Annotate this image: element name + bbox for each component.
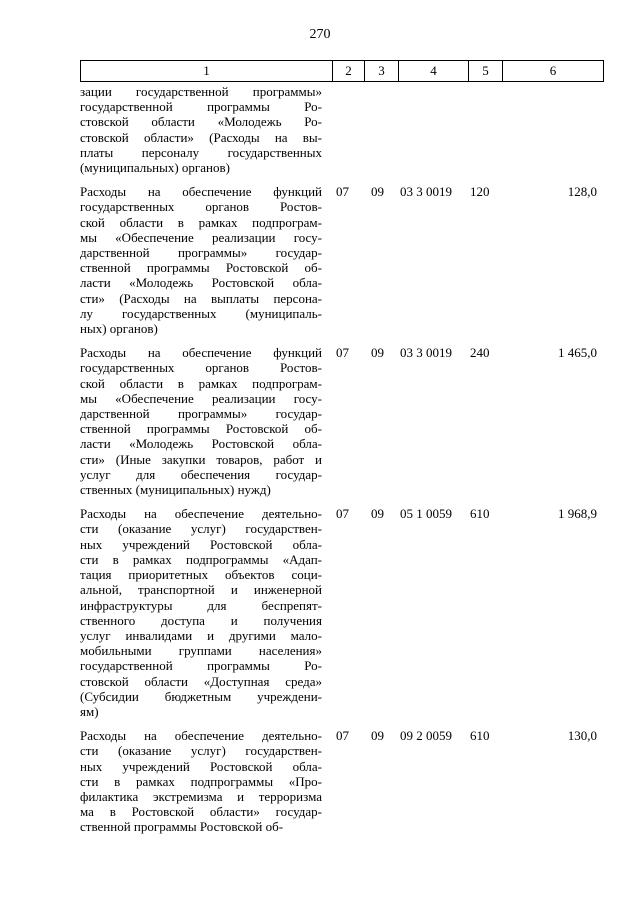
column-header-3: 3 (365, 61, 399, 82)
description-line: (Субсидии бюджетным учреждени- (80, 688, 322, 704)
description-line: услуг для обеспечения государ- (80, 466, 322, 482)
row-c2-cell: 07 (336, 345, 349, 361)
description-line: услуг инвалидами и другими мало- (80, 627, 322, 643)
description-line: сти» (Иные закупки товаров, работ и (80, 451, 322, 467)
description-line: ных) органов) (80, 321, 158, 337)
description-line: государственной программы Ро- (80, 658, 322, 674)
description-line: ма в Ростовской области» государ- (80, 804, 322, 820)
row-c4-cell: 03 3 0019 (400, 345, 452, 361)
row-c5-cell: 120 (470, 184, 490, 200)
table-row (80, 345, 603, 497)
row-c2-cell: 07 (336, 506, 349, 522)
row-c3-cell: 09 (371, 728, 384, 744)
description-line: сти в рамках подпрограммы «Адап- (80, 551, 322, 567)
column-header-1: 1 (81, 61, 333, 82)
table-row (80, 506, 603, 719)
description-line: ласти «Молодежь Ростовской обла- (80, 275, 322, 291)
description-line: инфраструктуры для беспрепят- (80, 597, 322, 613)
column-header-4: 4 (399, 61, 469, 82)
description-line: альной, транспортной и инженерной (80, 582, 322, 598)
description-line: сти в рамках подпрограммы «Про- (80, 773, 322, 789)
description-line: ных учреждений Ростовской обла- (80, 536, 322, 552)
row-c4-cell: 05 1 0059 (400, 506, 452, 522)
description-line: тация приоритетных объектов соци- (80, 567, 322, 583)
description-line: дарственной программы» государ- (80, 245, 322, 261)
description-line: ласти «Молодежь Ростовской обла- (80, 436, 322, 452)
row-c3-cell: 09 (371, 184, 384, 200)
description-line: Расходы на обеспечение функций (80, 184, 322, 200)
description-line: платы персоналу государственных (80, 144, 322, 160)
description-line: ственной программы Ростовской об- (80, 819, 284, 835)
row-description (80, 506, 322, 719)
table-row (80, 728, 603, 834)
description-line: дарственной программы» государ- (80, 406, 322, 422)
description-line: стовской области «Доступная среда» (80, 673, 322, 689)
description-line: лу государственных (муниципаль- (80, 305, 322, 321)
row-c6-cell: 1 968,9 (558, 506, 597, 522)
description-line: Расходы на обеспечение функций (80, 345, 322, 361)
description-line: стовской области «Молодежь Ро- (80, 114, 322, 130)
description-line: Расходы на обеспечение деятельно- (80, 506, 322, 522)
table-row (80, 184, 603, 336)
table-body (80, 84, 603, 835)
row-c5-cell: 610 (470, 728, 490, 744)
description-line: ственного доступа и получения (80, 612, 322, 628)
description-line: стовской области» (Расходы на вы- (80, 129, 322, 145)
row-description (80, 728, 322, 834)
row-c4-cell: 03 3 0019 (400, 184, 452, 200)
row-c5-cell: 240 (470, 345, 490, 361)
description-line: зации государственной программы» (80, 84, 322, 99)
description-line: сти» (Расходы на выплаты персона- (80, 290, 322, 306)
column-header-5: 5 (469, 61, 503, 82)
description-line: сти (оказание услуг) государствен- (80, 521, 322, 537)
description-line: мы «Обеспечение реализации госу- (80, 390, 322, 406)
description-line: государственных органов Ростов- (80, 199, 322, 215)
row-description (80, 345, 322, 497)
description-line: ственной программы Ростовской об- (80, 421, 322, 437)
row-c5-cell: 610 (470, 506, 490, 522)
row-c6-cell: 130,0 (567, 728, 597, 744)
description-line: филактика экстремизма и терроризма (80, 788, 322, 804)
description-line: ям) (80, 703, 99, 719)
row-c6-cell: 128,0 (567, 184, 597, 200)
row-c2-cell: 07 (336, 728, 349, 744)
row-description (80, 184, 322, 336)
column-header-6: 6 (503, 61, 604, 82)
description-line: ской области в рамках подпрограм- (80, 214, 322, 230)
description-line: ных учреждений Ростовской обла- (80, 758, 322, 774)
description-line: ской области в рамках подпрограм- (80, 375, 322, 391)
row-c4-cell: 09 2 0059 (400, 728, 452, 744)
description-line: ственных (муниципальных) нужд) (80, 482, 271, 498)
description-line: мобильными группами населения» (80, 643, 322, 659)
description-line: государственной программы Ро- (80, 99, 322, 115)
description-line: ственной программы Ростовской об- (80, 260, 322, 276)
description-line: Расходы на обеспечение деятельно- (80, 728, 322, 744)
row-c2-cell: 07 (336, 184, 349, 200)
column-header-2: 2 (333, 61, 365, 82)
table-row (80, 84, 603, 175)
page-number: 270 (309, 27, 331, 42)
description-line: (муниципальных) органов) (80, 160, 230, 176)
description-line: сти (оказание услуг) государствен- (80, 743, 322, 759)
column-header-row (80, 60, 604, 82)
row-c3-cell: 09 (371, 345, 384, 361)
description-line: государственных органов Ростов- (80, 360, 322, 376)
row-c3-cell: 09 (371, 506, 384, 522)
description-line: мы «Обеспечение реализации госу- (80, 229, 322, 245)
row-c6-cell: 1 465,0 (558, 345, 597, 361)
row-description (80, 84, 322, 175)
